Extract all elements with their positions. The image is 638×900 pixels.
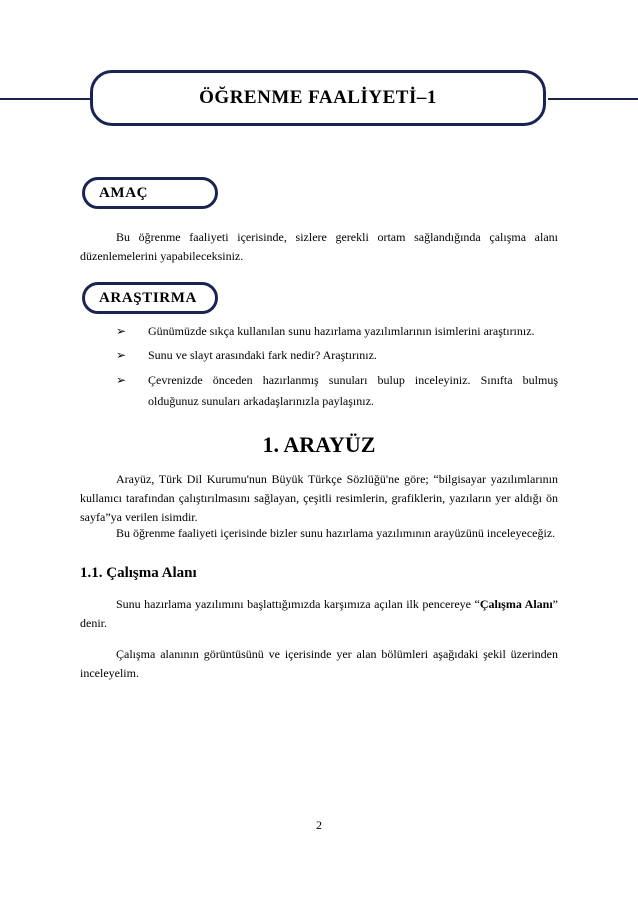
arastirma-label: ARAŞTIRMA xyxy=(99,289,197,306)
chapter-paragraph-1: Arayüz, Türk Dil Kurumu'nun Büyük Türkçe Sözlüğü'ne göre; “bilgisayar yazılımlarının kullanıcı tarafından çalıştırılmasını sağlayan, çeşitli resimlerin, grafiklerin, yazıların yer aldığı ön sayfa”ya verilen isimdir. xyxy=(80,472,558,524)
title-rule-left xyxy=(0,98,90,100)
title-rule-right xyxy=(548,98,638,100)
subsection-text-after: ” denir. xyxy=(80,597,558,630)
arrow-bullet-icon: ➢ xyxy=(116,373,127,387)
subsection-text-before: Sunu hazırlama yazılımını başlattığımızda karşımıza açılan ilk pencereye “ xyxy=(116,597,480,611)
page-number: 2 xyxy=(316,818,322,832)
list-item xyxy=(80,346,558,365)
chapter-heading: 1. ARAYÜZ xyxy=(262,432,376,457)
subsection-paragraph-1 xyxy=(80,595,558,633)
page-title: ÖĞRENME FAALİYETİ–1 xyxy=(199,87,437,108)
arastirma-label-frame xyxy=(82,282,218,314)
list-item-text: Günümüzde sıkça kullanılan sunu hazırlama yazılımlarının isimlerini araştırınız. xyxy=(148,324,535,338)
amac-label: AMAÇ xyxy=(99,184,149,201)
amac-label-frame xyxy=(82,177,218,209)
subsection-paragraph-2: Çalışma alanının görüntüsünü ve içerisinde yer alan bölümleri aşağıdaki şekil üzerinden inceleyelim. xyxy=(80,647,558,680)
title-frame xyxy=(90,70,546,126)
subsection-heading: 1.1. Çalışma Alanı xyxy=(80,565,197,581)
list-item xyxy=(80,322,558,341)
calisma-alani-term: Çalışma Alanı xyxy=(479,597,553,611)
arrow-bullet-icon: ➢ xyxy=(116,348,127,362)
arastirma-list xyxy=(80,322,558,417)
chapter-paragraph-2: Bu öğrenme faaliyeti içerisinde bizler sunu hazırlama yazılımının arayüzünü inceleyeceğiz. xyxy=(116,526,556,540)
list-item-text: Çevrenizde önceden hazırlanmış sunuları bulup inceleyiniz. Sınıfta bulmuş olduğunuz sunuları arkadaşlarınızla paylaşınız. xyxy=(148,373,558,408)
arrow-bullet-icon: ➢ xyxy=(116,324,127,338)
amac-paragraph: Bu öğrenme faaliyeti içerisinde, sizlere gerekli ortam sağlandığında çalışma alanı düzenlemelerini yapabileceksiniz. xyxy=(80,230,558,263)
list-item xyxy=(80,370,558,412)
list-item-text: Sunu ve slayt arasındaki fark nedir? Araştırınız. xyxy=(148,348,377,362)
